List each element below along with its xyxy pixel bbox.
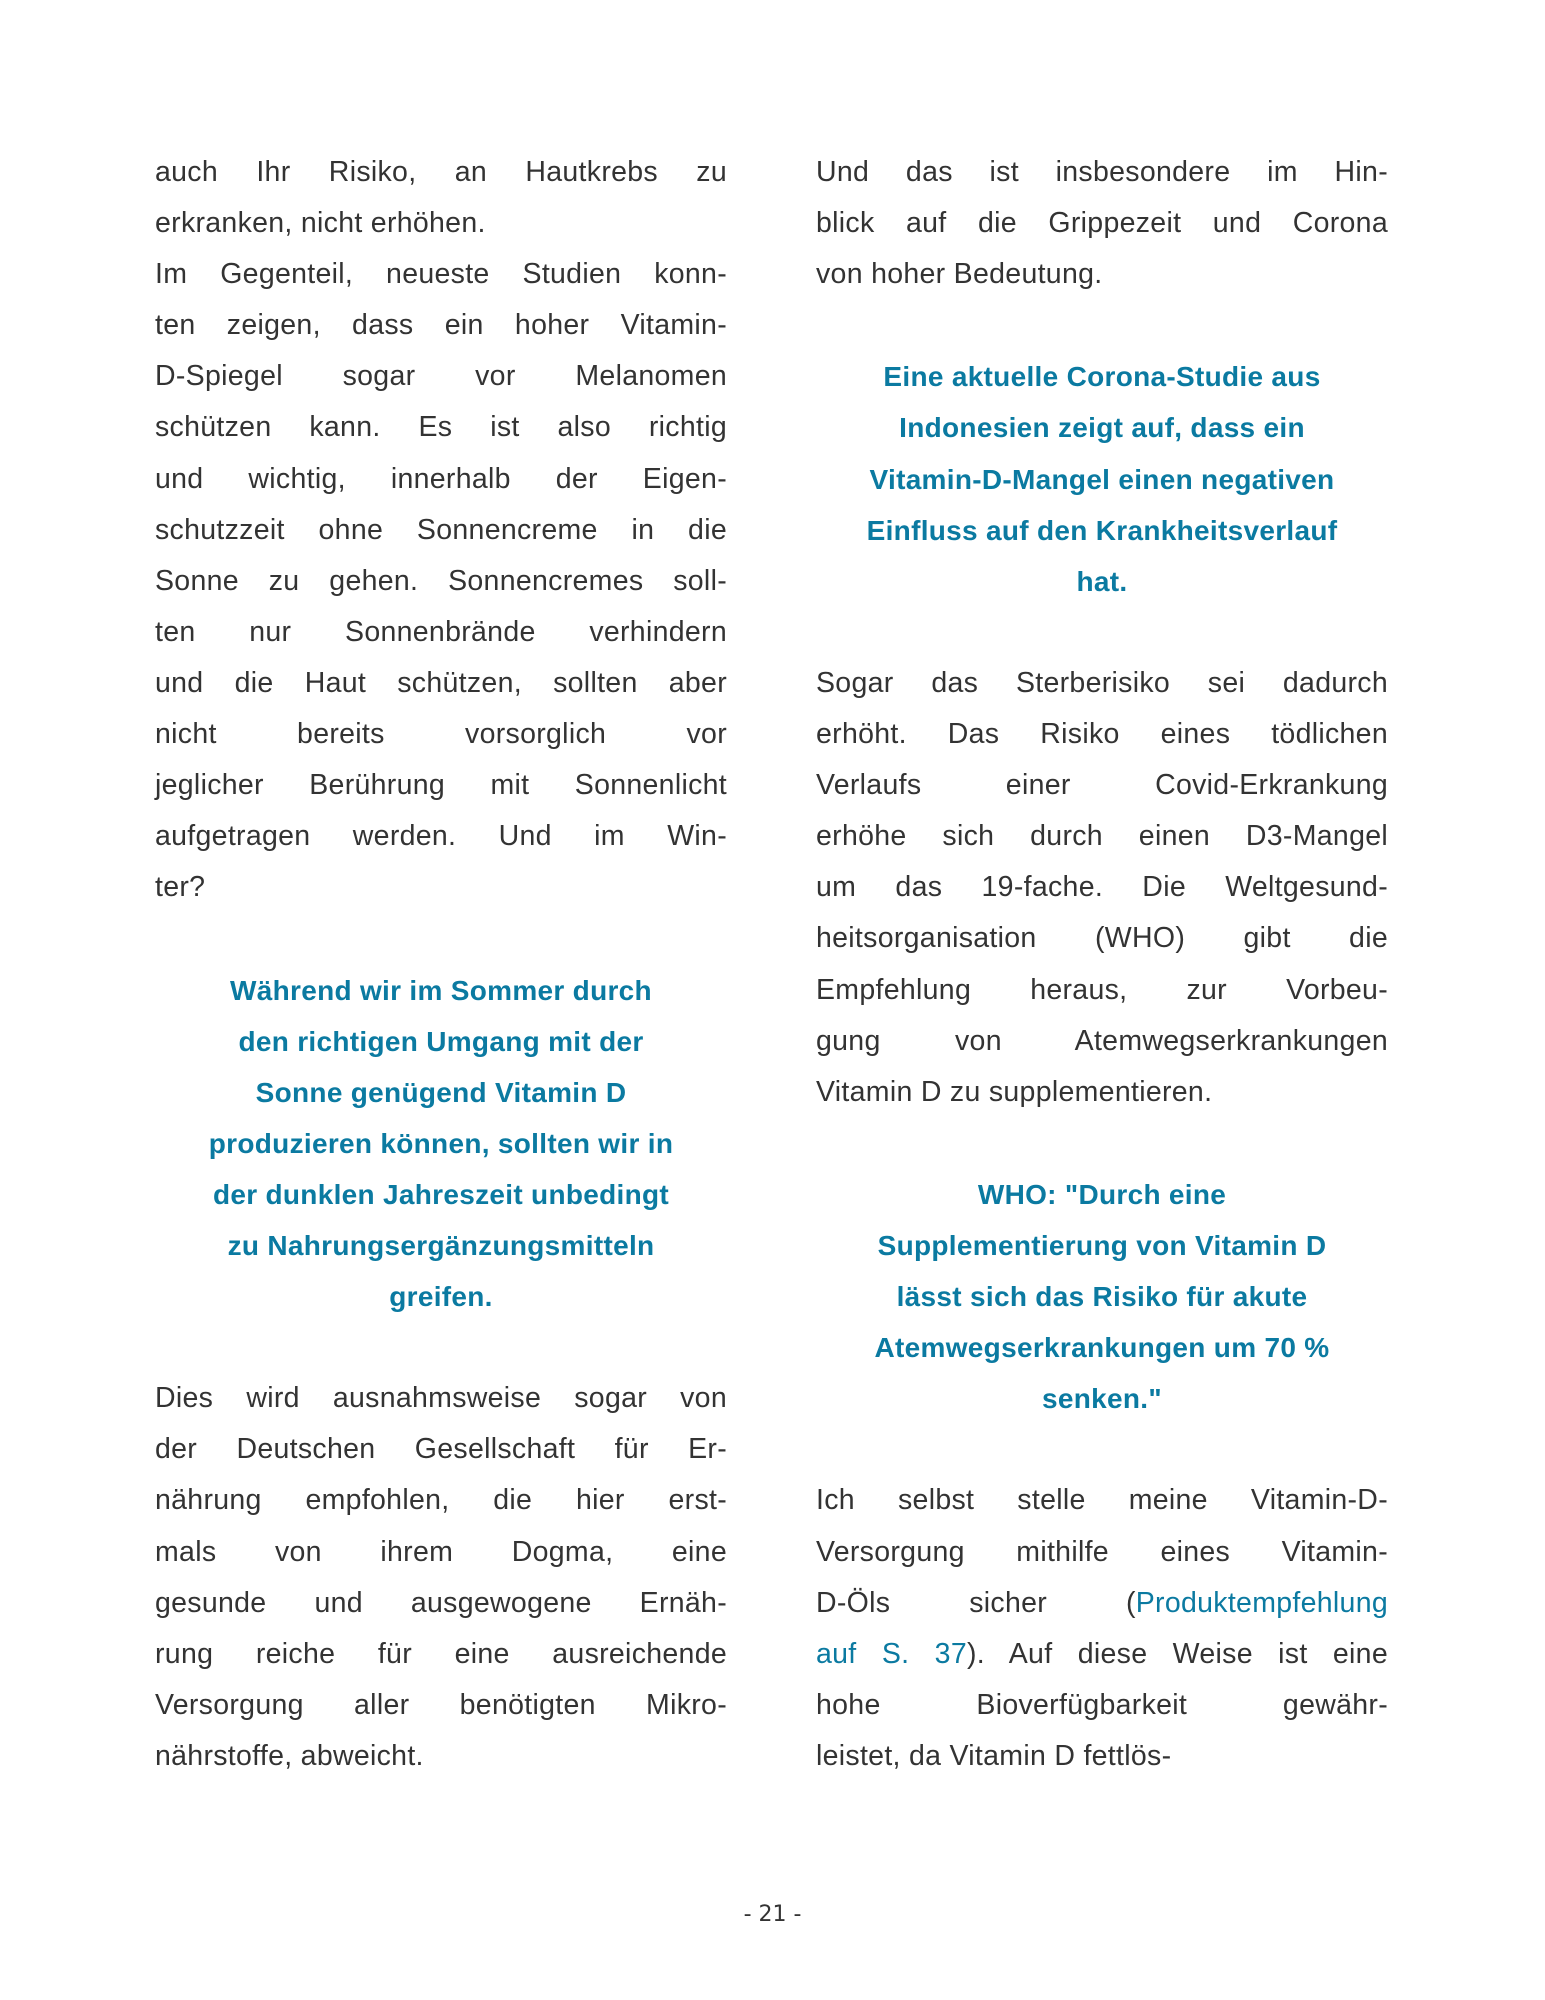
highlight-line: Vitamin-D-Mangel einen negativen — [869, 463, 1335, 495]
body-line: mals von ihrem Dogma, eine — [155, 1535, 727, 1568]
highlight-line: Sonne genügend Vitamin D — [255, 1076, 627, 1108]
body-line: heitsorganisation (WHO) gibt die — [816, 922, 1388, 955]
blank-line — [816, 1424, 1388, 1475]
right-column — [816, 147, 1388, 1782]
body-line: erhöhe sich durch einen D3-Mangel — [816, 820, 1388, 853]
body-line: ten nur Sonnenbrände verhindern — [155, 615, 727, 648]
highlight-quote-left — [155, 965, 727, 1323]
body-line: Verlaufs einer Covid-Erkrankung — [816, 769, 1388, 802]
text-run: D-Öls sicher ( — [816, 1586, 1136, 1619]
body-line: Empfehlung heraus, zur Vorbeu- — [816, 973, 1388, 1006]
body-line: erkranken, nicht erhöhen. — [155, 207, 486, 240]
body-line — [816, 1578, 1388, 1629]
body-line: Versorgung mithilfe eines Vitamin- — [816, 1535, 1388, 1568]
page-number: - 21 - — [743, 1902, 802, 1927]
body-line: ten zeigen, dass ein hoher Vitamin- — [155, 309, 727, 342]
body-line: rung reiche für eine ausreichende — [155, 1637, 727, 1670]
blank-line — [155, 913, 727, 964]
body-line: schutzzeit ohne Sonnencreme in die — [155, 513, 727, 546]
body-line: gung von Atemwegserkrankungen — [816, 1024, 1388, 1057]
body-line: jeglicher Berührung mit Sonnenlicht — [155, 769, 727, 802]
highlight-line: produzieren können, sollten wir in — [208, 1127, 674, 1159]
blank-line — [816, 1118, 1388, 1169]
body-line: und wichtig, innerhalb der Eigen- — [155, 462, 727, 495]
blank-line — [816, 607, 1388, 658]
blank-line — [155, 1322, 727, 1373]
highlight-line: greifen. — [389, 1281, 493, 1313]
left-column — [155, 147, 727, 1782]
highlight-line: Eine aktuelle Corona-Studie aus — [883, 361, 1321, 393]
body-line: D-Spiegel sogar vor Melanomen — [155, 360, 727, 393]
body-line: nährstoffe, abweicht. — [155, 1739, 424, 1772]
body-line: Sogar das Sterberisiko sei dadurch — [816, 666, 1388, 699]
product-recommendation-link[interactable]: auf S. 37 — [816, 1637, 967, 1670]
body-line: nährung empfohlen, die hier erst- — [155, 1484, 727, 1517]
blank-line — [816, 300, 1388, 351]
highlight-line: senken." — [1042, 1383, 1162, 1415]
body-line: schützen kann. Es ist also richtig — [155, 411, 727, 444]
body-line: leistet, da Vitamin D fettlös- — [816, 1739, 1172, 1772]
body-line: hohe Bioverfügbarkeit gewähr- — [816, 1688, 1388, 1721]
body-line: erhöht. Das Risiko eines tödlichen — [816, 718, 1388, 751]
body-line: Ich selbst stelle meine Vitamin-D- — [816, 1484, 1388, 1517]
body-line: Dies wird ausnahmsweise sogar von — [155, 1382, 727, 1415]
highlight-line: den richtigen Umgang mit der — [238, 1025, 644, 1057]
highlight-line: Indonesien zeigt auf, dass ein — [899, 412, 1305, 444]
body-line — [816, 1629, 1388, 1680]
body-line: Sonne zu gehen. Sonnencremes soll- — [155, 564, 727, 597]
body-line: Versorgung aller benötigten Mikro- — [155, 1688, 727, 1721]
highlight-quote-corona-study — [816, 351, 1388, 606]
body-line: um das 19-fache. Die Weltgesund- — [816, 871, 1388, 904]
body-line: gesunde und ausgewogene Ernäh- — [155, 1586, 727, 1619]
body-line: ter? — [155, 871, 206, 904]
highlight-line: Während wir im Sommer durch — [230, 974, 652, 1006]
body-line: blick auf die Grippezeit und Corona — [816, 207, 1388, 240]
text-run: ). Auf diese Weise ist eine — [966, 1637, 1388, 1670]
highlight-line: zu Nahrungsergänzungsmitteln — [227, 1229, 655, 1261]
highlight-line: WHO: "Durch eine — [977, 1178, 1227, 1210]
highlight-line: Einfluss auf den Krankheitsverlauf — [866, 514, 1338, 546]
highlight-line: der dunklen Jahreszeit unbedingt — [212, 1178, 670, 1210]
body-line: aufgetragen werden. Und im Win- — [155, 820, 727, 853]
body-line: und die Haut schützen, sollten aber — [155, 666, 727, 699]
product-recommendation-link[interactable]: Produktempfehlung — [1135, 1586, 1388, 1619]
body-line: von hoher Bedeutung. — [816, 258, 1103, 291]
body-line: auch Ihr Risiko, an Hautkrebs zu — [155, 156, 727, 188]
body-line: Vitamin D zu supplementieren. — [816, 1075, 1213, 1108]
body-line: Und das ist insbesondere im Hin- — [816, 156, 1388, 188]
highlight-quote-who — [816, 1169, 1388, 1424]
highlight-line: Supplementierung von Vitamin D — [877, 1229, 1327, 1261]
body-line: Im Gegenteil, neueste Studien konn- — [155, 258, 727, 291]
highlight-line: Atemwegserkrankungen um 70 % — [874, 1332, 1330, 1364]
highlight-line: lässt sich das Risiko für akute — [896, 1281, 1308, 1313]
body-line: nicht bereits vorsorglich vor — [155, 718, 727, 751]
highlight-line: hat. — [1076, 565, 1128, 597]
body-line: der Deutschen Gesellschaft für Er- — [155, 1433, 727, 1466]
